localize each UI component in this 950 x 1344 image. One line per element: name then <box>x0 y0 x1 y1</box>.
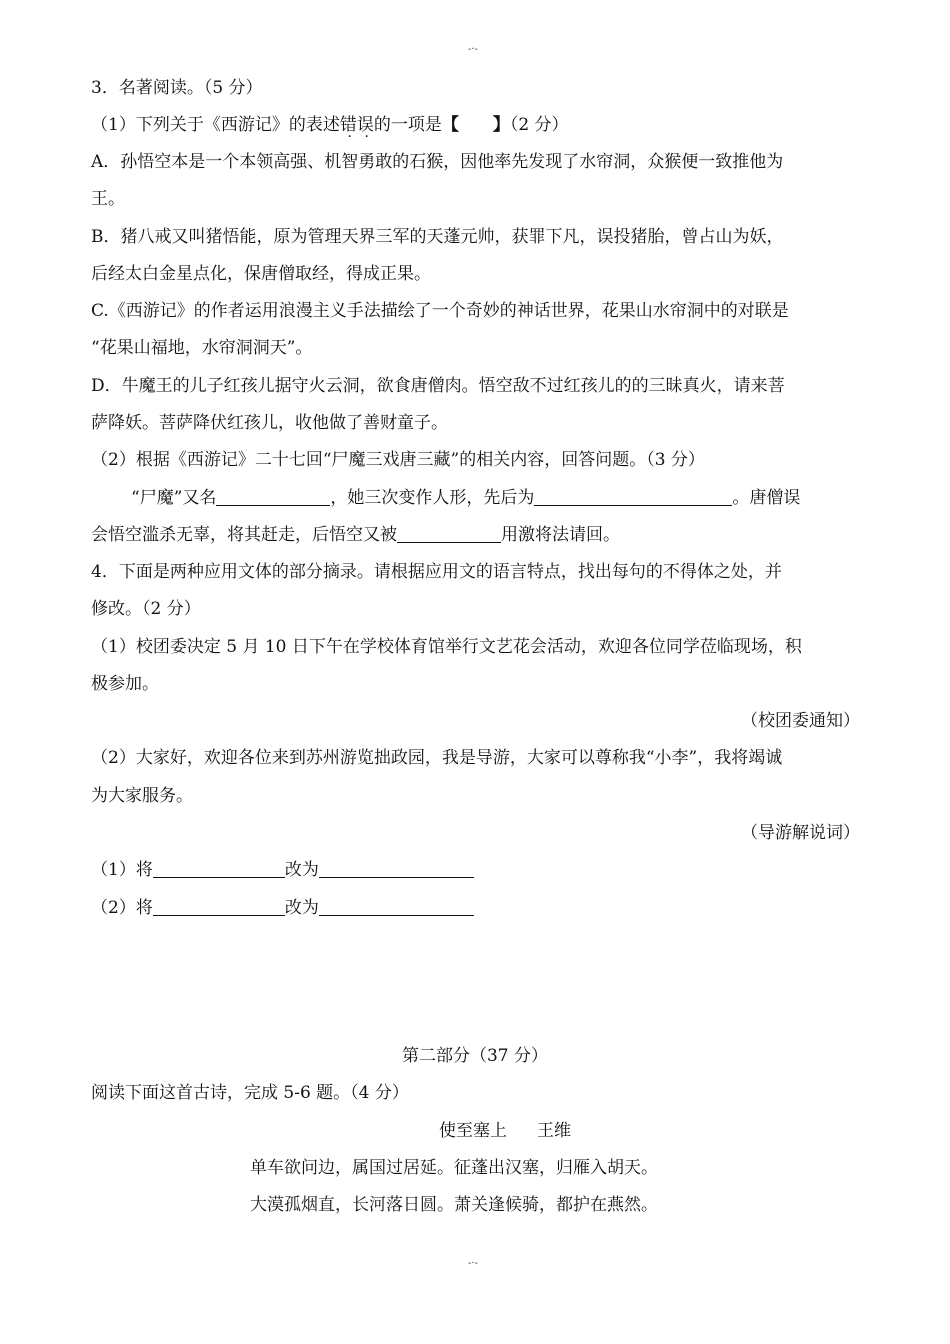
q3-sub2: （2）根据《西游记》二十七回“尸魔三戏唐三藏”的相关内容，回答问题。（3 分） <box>91 450 705 470</box>
answer-bracket-open: 【 <box>441 115 459 135</box>
answer-blank-who[interactable] <box>397 525 501 543</box>
q3-option-b-line2: 后经太白金星点化，保唐僧取经，得成正果。 <box>91 264 431 284</box>
part2-intro: 阅读下面这首古诗，完成 5-6 题。（4 分） <box>91 1083 409 1103</box>
page-footer-mark: -·- <box>468 1258 478 1269</box>
answer-label: 改为 <box>284 860 319 880</box>
answer-blank-revised-1[interactable] <box>319 860 474 878</box>
q4-item2-line2: 为大家服务。 <box>91 786 193 806</box>
poem-author: 王维 <box>537 1121 571 1141</box>
answer-label: （1）将 <box>91 860 153 880</box>
answer-blank-alias[interactable] <box>216 488 330 506</box>
q3-sub1-pre: （1）下列关于《西游记》的表述 <box>91 115 340 135</box>
q3-sub2-fill-line1 <box>131 487 800 509</box>
poem-line-2: 大漠孤烟直，长河落日圆。萧关逢候骑，都护在燕然。 <box>250 1195 658 1215</box>
answer-label: 改为 <box>284 898 319 918</box>
q3-option-c-line1: C.《西游记》的作者运用浪漫主义手法描绘了一个奇妙的神话世界，花果山水帘洞中的对联是 <box>91 301 789 321</box>
poem-line-1: 单车欲问边，属国过居延。征蓬出汉塞，归雁入胡天。 <box>250 1158 658 1178</box>
q3-option-c-line2: “花果山福地，水帘洞洞天”。 <box>91 338 313 358</box>
q3-sub1-mid: 的一项是 <box>373 115 442 135</box>
q4-answer-1 <box>91 859 474 881</box>
answer-blank-original-1[interactable] <box>153 860 285 878</box>
q4-item2-source: （导游解说词） <box>741 823 860 843</box>
q3-sub1 <box>91 114 569 136</box>
answer-bracket-close: 】 <box>492 115 510 135</box>
part2-title: 第二部分（37 分） <box>401 1046 549 1066</box>
poem-title: 使至塞上 <box>439 1121 507 1141</box>
q3-sub2-fill-line2 <box>91 524 620 546</box>
answer-blank-forms[interactable] <box>534 488 732 506</box>
q3-option-a-line2: 王。 <box>91 189 125 209</box>
q4-title-line1: 4．下面是两种应用文体的部分摘录。请根据应用文的语言特点，找出每句的不得体之处，并 <box>91 562 782 582</box>
fill-text: ，她三次变作人形，先后为 <box>330 488 535 508</box>
answer-blank-revised-2[interactable] <box>319 898 474 916</box>
q4-title-line2: 修改。（2 分） <box>91 599 201 619</box>
q3-option-b-line1: B．猪八戒又叫猪悟能，原为管理天界三军的天蓬元帅，获罪下凡，误投猪胎，曾占山为妖， <box>91 227 784 247</box>
q4-item1-source: （校团委通知） <box>741 711 860 731</box>
fill-text: “尸魔”又名 <box>131 488 217 508</box>
fill-text: 会悟空滥杀无辜，将其赶走，后悟空又被 <box>91 525 397 545</box>
fill-text: 。唐僧误 <box>732 488 801 508</box>
q3-sub1-score: （2 分） <box>509 115 569 135</box>
page-header-mark: -·- <box>468 44 478 55</box>
answer-label: （2）将 <box>91 898 153 918</box>
emphasis-dot-char: 错 <box>339 115 357 135</box>
q4-answer-2 <box>91 897 474 919</box>
q4-item1-line2: 极参加。 <box>91 674 159 694</box>
q4-item1-line1: （1）校团委决定 5 月 10 日下午在学校体育馆举行文艺花会活动，欢迎各位同学莅临现场，积 <box>91 637 802 657</box>
q3-option-a-line1: A．孙悟空本是一个本领高强、机智勇敢的石猴，因他率先发现了水帘洞，众猴便一致推他为 <box>91 152 784 172</box>
fill-text: 用激将法请回。 <box>501 525 620 545</box>
q3-option-d-line2: 萨降妖。菩萨降伏红孩儿，收他做了善财童子。 <box>91 413 448 433</box>
poem-heading <box>439 1120 571 1142</box>
answer-blank-original-2[interactable] <box>153 898 285 916</box>
emphasis-dot-char: 误 <box>356 115 374 135</box>
q3-option-d-line1: D．牛魔王的儿子红孩儿据守火云洞，欲食唐僧肉。悟空敌不过红孩儿的的三昧真火，请来菩 <box>91 376 785 396</box>
q4-item2-line1: （2）大家好，欢迎各位来到苏州游览拙政园，我是导游，大家可以尊称我“小李”，我将竭诚 <box>91 748 783 768</box>
q3-title: 3．名著阅读。（5 分） <box>91 78 263 98</box>
